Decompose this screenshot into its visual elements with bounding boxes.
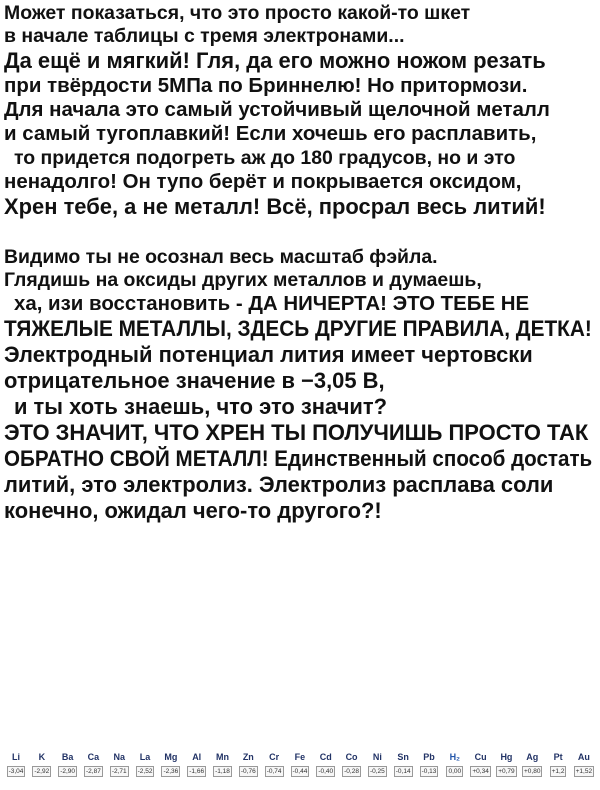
text-line: Видимо ты не осознал весь масштаб фэйла. [4, 245, 438, 268]
series-cell [546, 752, 570, 777]
text-line: отрицательное значение в −3,05 В, [4, 367, 385, 393]
series-cell [391, 752, 415, 777]
series-cell [56, 752, 80, 777]
text-line: ненадолго! Он тупо берёт и покрывается оксидом, [4, 169, 522, 193]
text-line: конечно, ожидал чего-то другого?! [4, 497, 382, 523]
element-symbol: Cr [269, 752, 280, 762]
element-symbol: Ni [372, 752, 382, 762]
electrode-potential: -2,52 [137, 768, 153, 775]
text-line: Для начала это самый устойчивый щелочной металл [4, 98, 550, 122]
text-line: литий, это электролиз. Электролиз расплава соли [4, 471, 554, 497]
electrode-potential: -2,87 [86, 768, 101, 775]
series-cell [340, 752, 364, 777]
series-cell [469, 752, 493, 777]
element-symbol: H₂ [449, 752, 461, 762]
series-cell [236, 752, 260, 777]
series-cell [443, 752, 467, 777]
text-line: в начале таблицы с тремя электронами... [4, 25, 405, 47]
electrode-potential: -0,25 [369, 768, 385, 775]
element-symbol: Fe [294, 752, 306, 762]
electrode-potential: -2,92 [34, 768, 50, 775]
series-cell [520, 752, 544, 777]
series-cell [262, 752, 286, 777]
element-symbol: Ca [87, 752, 100, 762]
text-line: ОБРАТНО СВОЙ МЕТАЛЛ! Единственный способ достать [4, 445, 593, 471]
text-line: то придется подогреть аж до 180 градусов, но и это [13, 146, 516, 169]
series-cell [159, 752, 183, 777]
series-cell [365, 752, 389, 777]
electrode-potential: -1,66 [189, 768, 205, 775]
text-line: ха, изи восстановить - ДА НИЧЕРТА! ЭТО ТЕБЕ НЕ [13, 291, 530, 315]
meme-text [4, 2, 594, 523]
element-symbol: Zn [242, 752, 254, 762]
element-symbol: Ag [526, 752, 539, 762]
element-symbol: Pb [423, 752, 435, 762]
series-cell [314, 752, 338, 777]
electrode-potential: -1,18 [215, 768, 230, 775]
electrochemical-series [4, 752, 596, 777]
electrode-potential: -0,44 [292, 768, 308, 775]
element-symbol: Li [12, 752, 20, 762]
element-symbol: Sn [397, 752, 409, 762]
text-line: Хрен тебе, а не металл! Всё, просрал весь литий! [4, 193, 546, 219]
element-symbol: Ba [61, 752, 74, 762]
element-symbol: Co [345, 752, 358, 762]
element-symbol: Hg [500, 752, 513, 762]
electrode-potential: +0,80 [524, 768, 541, 775]
text-line: Может показаться, что это просто какой-то шкет [4, 2, 471, 24]
element-symbol: La [139, 752, 151, 762]
series-cell [417, 752, 441, 777]
electrode-potential: -0,74 [266, 768, 282, 775]
series-cell [288, 752, 312, 777]
element-symbol: Au [577, 752, 590, 762]
text-line: ЭТО ЗНАЧИТ, ЧТО ХРЕН ТЫ ПОЛУЧИШЬ ПРОСТО ТАК [4, 419, 589, 445]
text-line: Электродный потенциал лития имеет чертовски [4, 341, 533, 367]
electrode-potential: -3,04 [8, 768, 24, 775]
electrode-potential: +1,52 [575, 768, 593, 775]
series-cell [4, 752, 28, 777]
electrode-potential: -0,14 [395, 768, 411, 775]
series-cell [185, 752, 209, 777]
series-cell [30, 752, 54, 777]
element-symbol: Cu [474, 752, 487, 762]
electrode-potential: +0,34 [472, 768, 489, 775]
electrode-potential: -0,76 [240, 768, 256, 775]
electrode-potential: -2,71 [111, 768, 127, 775]
electrode-potential: -2,90 [60, 768, 76, 775]
series-cell [494, 752, 518, 777]
electrode-potential: -0,13 [421, 768, 437, 775]
text-line: при твёрдости 5МПа по Бриннелю! Но притормози. [4, 73, 528, 97]
element-symbol: Mg [164, 752, 178, 762]
paragraph-gap [4, 220, 594, 246]
series-cell [81, 752, 105, 777]
text-line: Да ещё и мягкий! Гля, да его можно ножом резать [4, 48, 546, 73]
electrode-potential: -0,28 [344, 768, 359, 775]
series-cell [211, 752, 235, 777]
element-symbol: Mn [216, 752, 229, 762]
electrode-potential: -2,36 [163, 768, 179, 775]
element-symbol: Na [113, 752, 125, 762]
electrode-potential: +0,79 [498, 768, 515, 775]
element-symbol: Pt [553, 752, 563, 762]
element-symbol: Al [192, 752, 202, 762]
text-line: и самый тугоплавкий! Если хочешь его расплавить, [4, 122, 537, 146]
series-cell [107, 752, 131, 777]
electrode-potential: +1,2 [551, 768, 565, 775]
text-line: ТЯЖЕЛЫЕ МЕТАЛЛЫ, ЗДЕСЬ ДРУГИЕ ПРАВИЛА, ДЕТКА! [4, 315, 592, 341]
series-cell [133, 752, 157, 777]
element-symbol: Cd [319, 752, 332, 762]
text-line: Глядишь на оксиды других металлов и думаешь, [4, 268, 482, 291]
text-line: и ты хоть знаешь, что это значит? [13, 393, 388, 419]
element-symbol: K [38, 752, 46, 762]
electrode-potential: 0,00 [448, 768, 462, 775]
electrode-potential: -0,40 [318, 768, 334, 775]
series-cell [572, 752, 596, 777]
